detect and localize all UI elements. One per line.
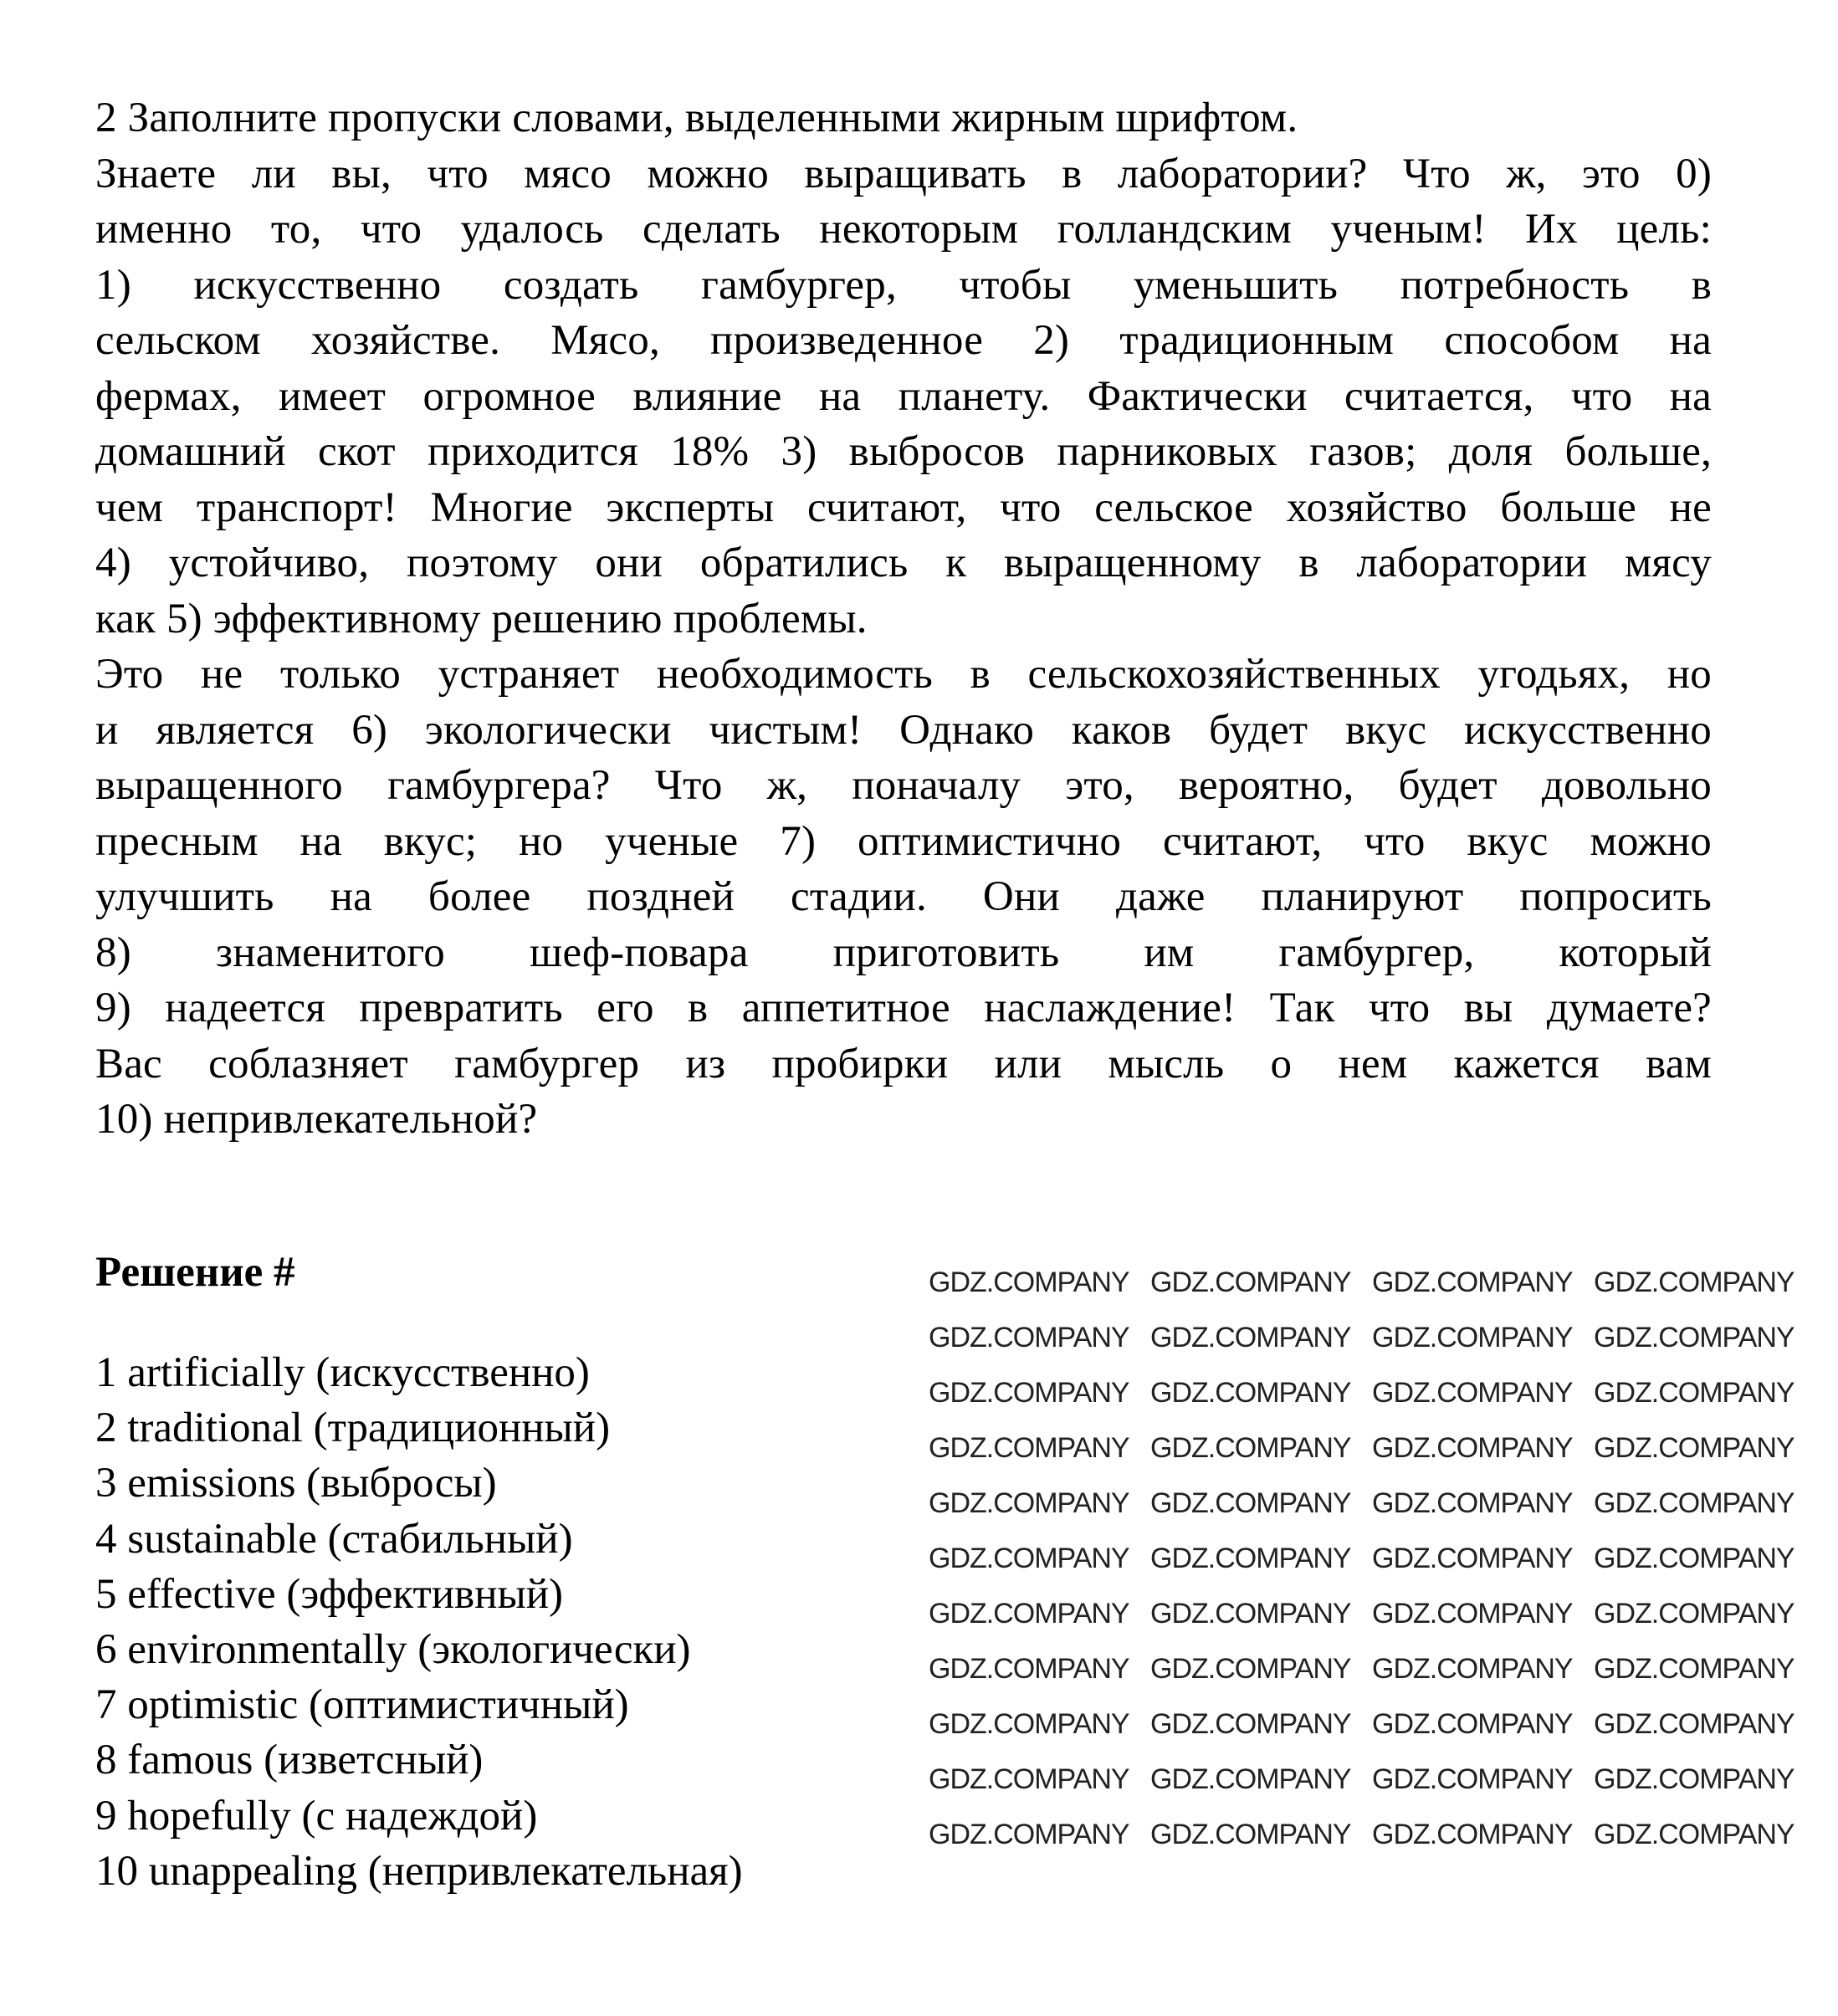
watermark: GDZ.COMPANY <box>1594 1598 1794 1630</box>
watermark: GDZ.COMPANY <box>1372 1819 1573 1850</box>
task-heading: 2 Заполните пропуски словами, выделенными жирным шрифтом. <box>95 95 1298 141</box>
watermark: GDZ.COMPANY <box>1594 1819 1794 1850</box>
watermark: GDZ.COMPANY <box>929 1322 1129 1353</box>
answer-list <box>95 1345 743 1899</box>
text-line: пресным на вкус; но ученые 7) оптимистично считают, что вкус можно <box>95 817 1712 865</box>
watermark: GDZ.COMPANY <box>1594 1763 1794 1795</box>
watermark: GDZ.COMPANY <box>1150 1377 1351 1409</box>
text-line: Это не только устраняет необходимость в сельскохозяйственных угодьях, но <box>95 651 1712 698</box>
text-line: фермах, имеет огромное влияние на планету. Фактически считается, что на <box>95 372 1712 420</box>
answer-item: 7 optimistic (оптимистичный) <box>95 1681 629 1729</box>
watermark: GDZ.COMPANY <box>1150 1598 1351 1630</box>
watermark: GDZ.COMPANY <box>1372 1708 1573 1740</box>
answer-item: 9 hopefully (с надеждой) <box>95 1792 538 1839</box>
task-text <box>95 90 1712 1148</box>
watermark: GDZ.COMPANY <box>1150 1708 1351 1740</box>
text-line: 1) искусственно создать гамбургер, чтобы уменьшить потребность в <box>95 261 1712 309</box>
watermark: GDZ.COMPANY <box>1594 1266 1794 1298</box>
watermark: GDZ.COMPANY <box>1372 1266 1573 1298</box>
text-line: выращенного гамбургера? Что ж, поначалу это, вероятно, будет довольно <box>95 762 1712 809</box>
answer-item: 4 sustainable (стабильный) <box>95 1515 573 1563</box>
watermark: GDZ.COMPANY <box>1372 1432 1573 1464</box>
watermark: GDZ.COMPANY <box>929 1763 1129 1795</box>
watermark-area <box>929 1255 1815 1862</box>
watermark: GDZ.COMPANY <box>1150 1763 1351 1795</box>
text-line: именно то, что удалось сделать некоторым голландским ученым! Их цель: <box>95 206 1712 253</box>
watermark: GDZ.COMPANY <box>929 1543 1129 1574</box>
answer-item: 2 traditional (традиционный) <box>95 1405 611 1452</box>
text-line: 4) устойчиво, поэтому они обратились к выращенному в лаборатории мясу <box>95 540 1712 586</box>
text-line: Вас соблазняет гамбургер из пробирки или мысль о нем кажется вам <box>95 1040 1712 1087</box>
watermark: GDZ.COMPANY <box>929 1708 1129 1740</box>
watermark: GDZ.COMPANY <box>1594 1653 1794 1685</box>
text-line: 9) надеется превратить его в аппетитное наслаждение! Так что вы думаете? <box>95 985 1712 1031</box>
watermark: GDZ.COMPANY <box>1372 1598 1573 1630</box>
watermark: GDZ.COMPANY <box>1150 1322 1351 1353</box>
text-line: 8) знаменитого шеф-повара приготовить им гамбургер, который <box>95 929 1712 976</box>
solution-title: Решение # <box>95 1249 295 1296</box>
answer-item: 1 artificially (искусственно) <box>95 1349 590 1396</box>
watermark: GDZ.COMPANY <box>1372 1487 1573 1519</box>
watermark: GDZ.COMPANY <box>1594 1543 1794 1574</box>
watermark: GDZ.COMPANY <box>929 1487 1129 1519</box>
watermark: GDZ.COMPANY <box>1372 1377 1573 1409</box>
text-line: Знаете ли вы, что мясо можно выращивать в лаборатории? Что ж, это 0) <box>95 150 1712 197</box>
watermark: GDZ.COMPANY <box>1150 1819 1351 1850</box>
answer-item: 10 unappealing (непривлекательная) <box>95 1847 743 1895</box>
text-line: сельском хозяйстве. Мясо, произведенное 2) традиционным способом на <box>95 317 1712 364</box>
watermark: GDZ.COMPANY <box>1594 1708 1794 1740</box>
watermark: GDZ.COMPANY <box>1594 1322 1794 1353</box>
text-line: домашний скот приходится 18% 3) выбросов парниковых газов; доля больше, <box>95 428 1712 475</box>
watermark: GDZ.COMPANY <box>1594 1432 1794 1464</box>
watermark: GDZ.COMPANY <box>1150 1432 1351 1464</box>
watermark: GDZ.COMPANY <box>1150 1487 1351 1519</box>
watermark: GDZ.COMPANY <box>929 1377 1129 1409</box>
watermark: GDZ.COMPANY <box>1594 1487 1794 1519</box>
watermark: GDZ.COMPANY <box>929 1653 1129 1685</box>
watermark: GDZ.COMPANY <box>929 1598 1129 1630</box>
watermark: GDZ.COMPANY <box>929 1819 1129 1850</box>
watermark: GDZ.COMPANY <box>1150 1653 1351 1685</box>
answer-item: 3 emissions (выбросы) <box>95 1460 497 1507</box>
answer-item: 8 famous (изветсный) <box>95 1737 484 1784</box>
answer-item: 5 effective (эффективный) <box>95 1570 564 1618</box>
text-line: и является 6) экологически чистым! Однако каков будет вкус искусственно <box>95 706 1712 754</box>
watermark: GDZ.COMPANY <box>929 1432 1129 1464</box>
watermark: GDZ.COMPANY <box>1372 1322 1573 1353</box>
text-line: улучшить на более поздней стадии. Они даже планируют попросить <box>95 873 1712 920</box>
text-line: 10) непривлекательной? <box>95 1096 538 1143</box>
watermark: GDZ.COMPANY <box>1372 1543 1573 1574</box>
watermark: GDZ.COMPANY <box>1150 1266 1351 1298</box>
watermark: GDZ.COMPANY <box>929 1266 1129 1298</box>
text-line: чем транспорт! Многие эксперты считают, что сельское хозяйство больше не <box>95 484 1712 531</box>
text-line: как 5) эффективному решению проблемы. <box>95 595 868 642</box>
watermark: GDZ.COMPANY <box>1594 1377 1794 1409</box>
watermark: GDZ.COMPANY <box>1372 1653 1573 1685</box>
watermark: GDZ.COMPANY <box>1150 1543 1351 1574</box>
watermark: GDZ.COMPANY <box>1372 1763 1573 1795</box>
answer-item: 6 environmentally (экологически) <box>95 1626 691 1674</box>
solution-heading-block <box>95 1245 294 1300</box>
